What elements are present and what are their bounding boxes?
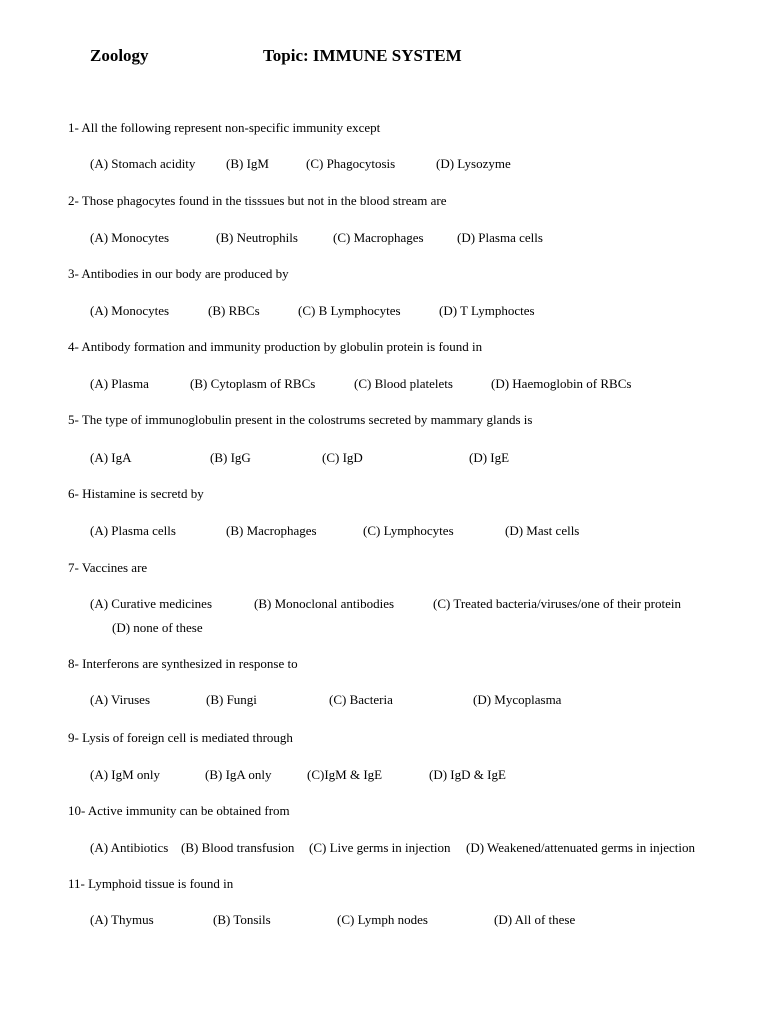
q4-option-a: (A) Plasma bbox=[90, 376, 149, 391]
q8-option-d: (D) Mycoplasma bbox=[473, 692, 562, 707]
q6-option-d: (D) Mast cells bbox=[505, 523, 580, 538]
topic-heading: Topic: IMMUNE SYSTEM bbox=[263, 46, 462, 65]
q10-option-a: (A) Antibiotics bbox=[90, 840, 169, 855]
q6-option-a: (A) Plasma cells bbox=[90, 523, 176, 538]
q6-option-b: (B) Macrophages bbox=[226, 523, 317, 538]
q10-option-d: (D) Weakened/attenuated germs in injection bbox=[466, 840, 696, 855]
q2-option-d: (D) Plasma cells bbox=[457, 230, 543, 245]
q4-option-c: (C) Blood platelets bbox=[354, 376, 453, 391]
q10-option-c: (C) Live germs in injection bbox=[309, 840, 451, 855]
q3-option-b: (B) RBCs bbox=[208, 303, 260, 318]
q8-option-b: (B) Fungi bbox=[206, 692, 257, 707]
q4-option-b: (B) Cytoplasm of RBCs bbox=[190, 376, 316, 391]
q1-option-c: (C) Phagocytosis bbox=[306, 156, 396, 171]
q1-option-b: (B) IgM bbox=[226, 156, 269, 171]
q5-option-b: (B) IgG bbox=[210, 450, 251, 465]
subject-heading: Zoology bbox=[90, 46, 149, 65]
question-6: 6- Histamine is secretd by bbox=[68, 486, 204, 501]
q3-option-a: (A) Monocytes bbox=[90, 303, 170, 318]
q9-option-d: (D) IgD & IgE bbox=[429, 767, 506, 782]
q11-option-b: (B) Tonsils bbox=[213, 912, 271, 927]
question-4: 4- Antibody formation and immunity production by globulin protein is found in bbox=[68, 339, 483, 354]
q11-option-d: (D) All of these bbox=[494, 912, 576, 927]
q2-option-a: (A) Monocytes bbox=[90, 230, 170, 245]
q8-option-a: (A) Viruses bbox=[90, 692, 150, 707]
question-9: 9- Lysis of foreign cell is mediated through bbox=[68, 730, 293, 745]
question-3: 3- Antibodies in our body are produced by bbox=[68, 266, 289, 281]
question-1: 1- All the following represent non-specific immunity except bbox=[68, 120, 381, 135]
q11-option-a: (A) Thymus bbox=[90, 912, 154, 927]
q5-option-a: (A) IgA bbox=[90, 450, 132, 465]
q4-option-d: (D) Haemoglobin of RBCs bbox=[491, 376, 632, 391]
question-8: 8- Interferons are synthesized in response to bbox=[68, 656, 298, 671]
q10-option-b: (B) Blood transfusion bbox=[181, 840, 295, 855]
question-10: 10- Active immunity can be obtained from bbox=[68, 803, 290, 818]
q7-option-d: (D) none of these bbox=[112, 620, 203, 635]
q2-option-b: (B) Neutrophils bbox=[216, 230, 298, 245]
q9-option-b: (B) IgA only bbox=[205, 767, 272, 782]
q1-option-a: (A) Stomach acidity bbox=[90, 156, 196, 171]
q11-option-c: (C) Lymph nodes bbox=[337, 912, 428, 927]
q7-option-c: (C) Treated bacteria/viruses/one of their protein bbox=[433, 596, 682, 611]
question-11: 11- Lymphoid tissue is found in bbox=[68, 876, 234, 891]
question-5: 5- The type of immunoglobulin present in the colostrums secreted by mammary glands is bbox=[68, 412, 533, 427]
q3-option-c: (C) B Lymphocytes bbox=[298, 303, 401, 318]
q3-option-d: (D) T Lymphoctes bbox=[439, 303, 535, 318]
q5-option-d: (D) IgE bbox=[469, 450, 510, 465]
q7-option-b: (B) Monoclonal antibodies bbox=[254, 596, 395, 611]
q5-option-c: (C) IgD bbox=[322, 450, 363, 465]
q1-option-d: (D) Lysozyme bbox=[436, 156, 511, 171]
question-2: 2- Those phagocytes found in the tisssues but not in the blood stream are bbox=[68, 193, 447, 208]
question-7: 7- Vaccines are bbox=[68, 560, 148, 575]
q2-option-c: (C) Macrophages bbox=[333, 230, 424, 245]
q9-option-c: (C)IgM & IgE bbox=[307, 767, 383, 782]
q6-option-c: (C) Lymphocytes bbox=[363, 523, 454, 538]
q7-option-a: (A) Curative medicines bbox=[90, 596, 213, 611]
q9-option-a: (A) IgM only bbox=[90, 767, 161, 782]
q8-option-c: (C) Bacteria bbox=[329, 692, 393, 707]
